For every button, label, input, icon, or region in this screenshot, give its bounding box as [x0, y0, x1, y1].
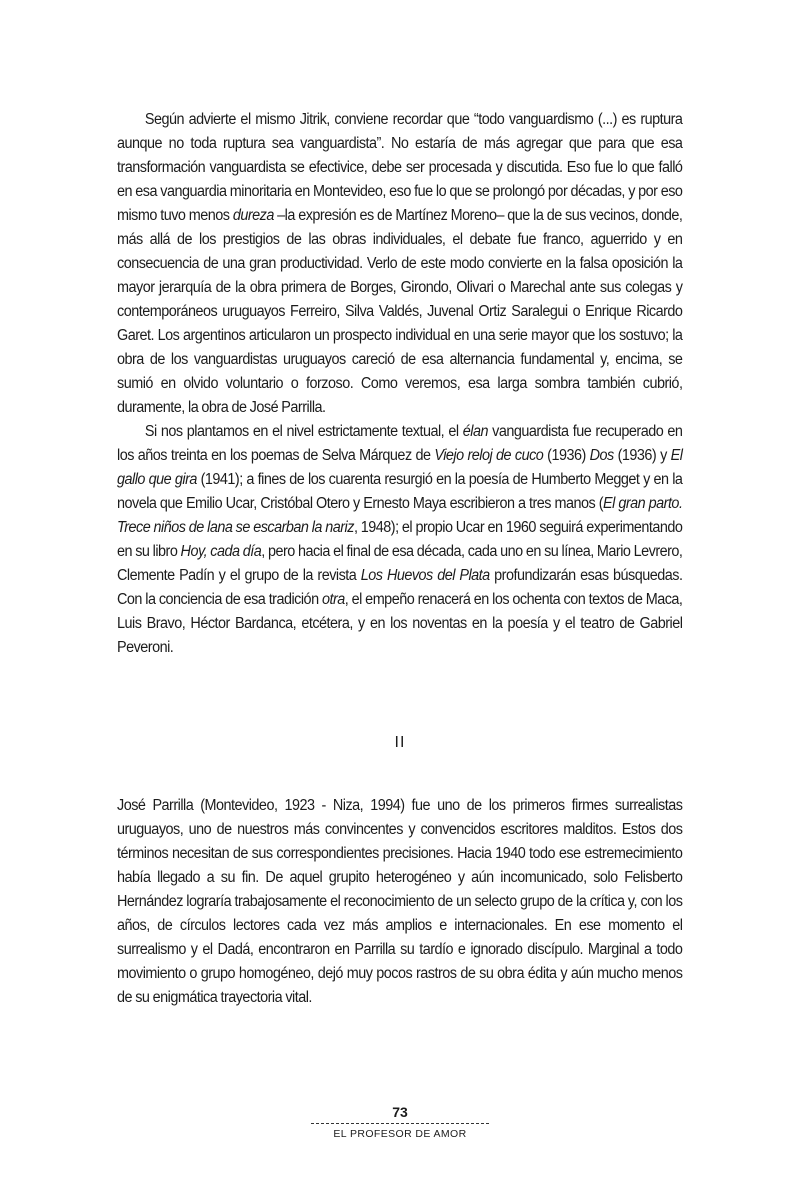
- text-run: profundizarán esas búsquedas. Con la conciencia de esa tradición: [117, 567, 683, 608]
- text-run: Si nos plantamos en el nivel estrictamente textual, el: [144, 423, 463, 440]
- text-run: (1941); a fines de los cuarenta resurgió en la poesía de Humberto Megget y en la novela que Emilio Ucar, Cristóbal Otero y Ernesto Maya escribieron a tres manos (: [117, 471, 683, 512]
- section-one-text: [117, 108, 682, 660]
- page-footer: [300, 1103, 500, 1142]
- text-run: vanguardista fue recuperado en los años treinta en los poemas de Selva Márquez de: [117, 423, 683, 464]
- book-title-italic: Dos: [589, 447, 614, 464]
- text-run: (1936) y: [613, 447, 671, 464]
- magazine-title-italic: Los Huevos del Plata: [360, 567, 490, 584]
- text-run: , 1948); el propio Ucar en 1960 seguirá experimentando en su libro: [117, 519, 683, 560]
- italic-term: otra: [321, 591, 345, 608]
- text-run: Según advierte el mismo Jitrik, conviene recordar que “todo vanguardismo (...) es ruptura aunque no toda ruptura sea vanguardista”. No estaría de más agregar que para que esa transformación vanguardista se efectivice, debe ser procesada y discutida. Eso fue lo que falló en esa vanguardia minoritaria en Montevideo, eso fue lo que se prolongó por décadas, y por eso mismo tuvo menos: [117, 111, 683, 224]
- paragraph: [117, 108, 682, 420]
- section-heading: II: [394, 734, 406, 751]
- text-run: , pero hacia el final de esa década, cada uno en su línea, Mario Levrero, Clemente Padín y el grupo de la revista: [117, 543, 683, 584]
- section-two-text: [117, 794, 682, 1010]
- book-title-italic: El gallo que gira: [117, 447, 683, 488]
- book-title-italic: Viejo reloj de cuco: [434, 447, 544, 464]
- paragraph: [117, 420, 682, 660]
- book-title-italic: Hoy, cada día: [180, 543, 262, 560]
- text-run: , el empeño renacerá en los ochenta con textos de Maca, Luis Bravo, Héctor Bardanca, etcétera, y en los noventas en la poesía y el teatro de Gabriel Peveroni.: [117, 591, 683, 656]
- text-run: (1936): [543, 447, 590, 464]
- footer-divider: [311, 1123, 489, 1124]
- paragraph: José Parrilla (Montevideo, 1923 - Niza, 1994) fue uno de los primeros firmes surrealistas uruguayos, uno de nuestros más convincentes y convencidos escritores malditos. Estos dos términos necesitan de sus correspondientes precisiones. Hacia 1940 todo ese estremecimiento había llegado a su fin. De aquel grupito heterogéneo y aún incomunicado, solo Felisberto Hernández lograría trabajosamente el reconocimiento de un selecto grupo de la crítica y, con los años, de círculos lectores cada vez más amplios e internacionales. En ese momento el surrealismo y el Dadá, encontraron en Parrilla su tardío e ignorado discípulo. Marginal a todo movimiento o grupo homogéneo, dejó muy pocos rastros de su obra édita y aún mucho menos de su enigmática trayectoria vital.: [117, 797, 683, 1006]
- text-run: –la expresión es de Martínez Moreno– que la de sus vecinos, donde, más allá de los prestigios de las obras individuales, el debate fue franco, aguerrido y en consecuencia de una gran productividad. Verlo de este modo convierte en la falsa oposición la mayor jerarquía de la obra primera de Borges, Girondo, Olivari o Marechal ante sus colegas y contemporáneos uruguayos Ferreiro, Silva Valdés, Juvenal Ortiz Saralegui o Enrique Ricardo Garet. Los argentinos articularon un prospecto individual en una serie mayor que los sostuvo; la obra de los vanguardistas uruguayos careció de esa alternancia fundamental y, encima, se sumió en olvido voluntario o forzoso. Como veremos, esa larga sombra también cubrió, duramente, la obra de José Parrilla.: [117, 207, 683, 416]
- page-number: 73: [392, 1104, 408, 1120]
- italic-term: dureza: [232, 207, 274, 224]
- italic-term: élan: [462, 423, 488, 440]
- book-title-italic: El gran parto. Trece niños de lana se escarban la nariz: [117, 495, 683, 536]
- running-book-title: EL PROFESOR DE AMOR: [333, 1128, 467, 1140]
